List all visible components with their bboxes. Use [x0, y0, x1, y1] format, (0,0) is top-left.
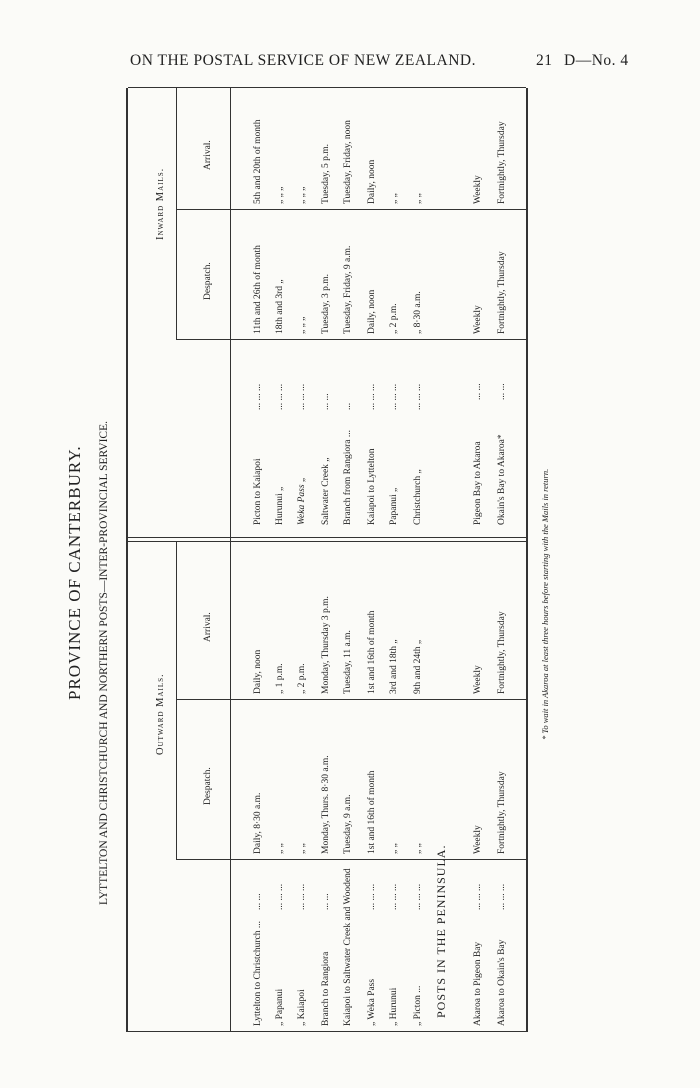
outward-route: Lyttelton to Christchurch ... — [253, 920, 263, 1026]
outward-despatch: „ „ — [297, 843, 307, 854]
inward-arrival: Tuesday, Friday, noon — [343, 120, 353, 204]
inward-route: Hurunui „ — [275, 486, 285, 525]
document-number: D—No. 4 — [564, 52, 629, 69]
outward-despatch: Daily, 8·30 a.m. — [253, 792, 263, 854]
inward-despatch: „ 8·30 a.m. — [413, 291, 423, 334]
peninsula-inward-arrival: Fortnightly, Thursday — [497, 121, 507, 204]
peninsula-inward-despatch: Weekly — [473, 305, 483, 334]
outward-route: „ Kaiapoi — [297, 989, 307, 1026]
leader-dots: ... ... ... — [253, 383, 263, 410]
leader-dots: ... ... — [473, 383, 483, 400]
inward-despatch: „ „ „ — [297, 316, 307, 334]
outward-arrival: Monday, Thursday 3 p.m. — [321, 596, 331, 694]
peninsula-route: Akaroa to Pigeon Bay — [473, 941, 483, 1026]
outward-route: „ Picton ... — [413, 985, 423, 1026]
inward-route: Weka Pass „ — [297, 476, 307, 525]
header-rule — [230, 88, 231, 1032]
inward-mails-label: Inward Mails. — [155, 167, 166, 240]
outward-despatch: 1st and 16th of month — [367, 770, 377, 854]
province-title: PROVINCE OF CANTERBURY. — [65, 445, 84, 700]
outward-mails-label: Outward Mails. — [155, 673, 166, 755]
outward-underline — [176, 542, 177, 860]
outward-route: „ Hurunui — [389, 987, 399, 1026]
inward-despatch-header: Despatch. — [203, 262, 213, 300]
outward-route: Branch to Rangiora — [321, 951, 331, 1026]
outward-despatch: „ „ — [389, 843, 399, 854]
leader-dots: ... ... — [321, 393, 331, 410]
col-rule-4 — [176, 209, 526, 210]
leader-dots: ... ... ... — [367, 383, 377, 410]
inward-arrival-header: Arrival. — [203, 140, 213, 170]
leader-dots: ... ... ... — [389, 883, 399, 910]
peninsula-arrival: Weekly — [473, 665, 483, 694]
outward-route: „ Papanui — [275, 988, 285, 1026]
middle-rule-2 — [128, 537, 526, 538]
inward-despatch: Tuesday, Friday, 9 a.m. — [343, 245, 353, 334]
outward-despatch: „ „ — [275, 843, 285, 854]
leader-dots: ... ... — [497, 383, 507, 400]
inward-route: Christchurch „ — [413, 469, 423, 525]
inward-despatch: 18th and 3rd „ — [275, 279, 285, 334]
inward-arrival: 5th and 20th of month — [253, 119, 263, 204]
leader-dots: ... ... — [253, 893, 263, 910]
table-subtitle: LYTTELTON AND CHRISTCHURCH AND NORTHERN POSTS—INTER-PROVINCIAL SERVICE. — [98, 421, 110, 905]
middle-rule — [128, 541, 526, 542]
outward-arrival: 9th and 24th „ — [413, 639, 423, 694]
col-rule-3 — [176, 339, 526, 340]
peninsula-inward-route: Okain's Bay to Akaroa* — [497, 434, 507, 525]
inward-arrival: „ „ — [389, 193, 399, 204]
right-rule — [128, 87, 526, 88]
leader-dots: ... ... ... — [275, 383, 285, 410]
running-title: ON THE POSTAL SERVICE OF NEW ZEALAND. — [130, 52, 476, 69]
outward-route: „ Weka Pass — [367, 978, 377, 1026]
leader-dots: ... ... ... — [473, 883, 483, 910]
leader-dots: ... ... ... — [497, 883, 507, 910]
inward-arrival: Tuesday, 5 p.m. — [321, 144, 331, 204]
leader-dots: ... ... ... — [413, 883, 423, 910]
col-rule-2 — [176, 699, 526, 700]
leader-dots: ... — [343, 402, 353, 410]
outward-despatch: Tuesday, 9 a.m. — [343, 794, 353, 854]
peninsula-arrival: Fortnightly, Thursday — [497, 611, 507, 694]
inward-despatch: „ 2 p.m. — [389, 303, 399, 334]
left-rule — [128, 1031, 526, 1032]
inward-route: Picton to Kaiapoi — [253, 458, 263, 525]
peninsula-route: Akaroa to Okain's Bay — [497, 939, 507, 1026]
leader-dots: ... ... ... — [389, 383, 399, 410]
inward-route: Saltwater Creek „ — [321, 457, 331, 525]
inward-arrival: „ „ „ — [297, 186, 307, 204]
leader-dots: ... ... ... — [297, 883, 307, 910]
inward-arrival: „ „ — [413, 193, 423, 204]
outward-despatch-header: Despatch. — [203, 767, 213, 805]
peninsula-inward-arrival: Weekly — [473, 175, 483, 204]
outward-arrival: 3rd and 18th „ — [389, 639, 399, 694]
leader-dots: ... ... ... — [275, 883, 285, 910]
leader-dots: ... ... ... — [413, 383, 423, 410]
outward-route: Kaiapoi to Saltwater Creek and Woodend — [343, 868, 353, 1026]
bottom-rule — [526, 88, 528, 1032]
peninsula-heading: POSTS IN THE PENINSULA. — [434, 844, 448, 1018]
inward-despatch: Tuesday, 3 p.m. — [321, 274, 331, 334]
inward-despatch: 11th and 26th of month — [253, 245, 263, 334]
rotated-table — [22, 60, 682, 1060]
inward-arrival: „ „ „ — [275, 186, 285, 204]
inward-despatch: Daily, noon — [367, 289, 377, 334]
inward-route: Branch from Rangiora ... — [343, 430, 353, 525]
outward-despatch: „ „ — [413, 843, 423, 854]
outward-despatch: Monday, Thurs. 8·30 a.m. — [321, 755, 331, 854]
peninsula-inward-despatch: Fortnightly, Thursday — [497, 251, 507, 334]
outward-arrival: 1st and 16th of month — [367, 610, 377, 694]
leader-dots: ... ... — [321, 893, 331, 910]
outward-arrival: „ 2 p.m. — [297, 663, 307, 694]
footnote: * To wait in Akaroa at least three hours before starting with the Mails in return. — [540, 468, 550, 740]
leader-dots: ... ... ... — [367, 883, 377, 910]
col-rule-1 — [176, 859, 526, 860]
inward-route: Papanui „ — [389, 487, 399, 525]
page-number: 21 — [536, 52, 553, 69]
top-rule — [126, 88, 128, 1032]
peninsula-despatch: Fortnightly, Thursday — [497, 771, 507, 854]
outward-arrival-header: Arrival. — [203, 612, 213, 642]
peninsula-inward-route: Pigeon Bay to Akaroa — [473, 441, 483, 525]
inward-arrival: Daily, noon — [367, 159, 377, 204]
inward-route: Kaiapoi to Lyttelton — [367, 448, 377, 525]
outward-arrival: Daily, noon — [253, 649, 263, 694]
peninsula-despatch: Weekly — [473, 825, 483, 854]
inward-underline — [176, 88, 177, 340]
outward-arrival: „ 1 p.m. — [275, 663, 285, 694]
leader-dots: ... ... ... — [297, 383, 307, 410]
outward-arrival: Tuesday, 11 a.m. — [343, 630, 353, 694]
